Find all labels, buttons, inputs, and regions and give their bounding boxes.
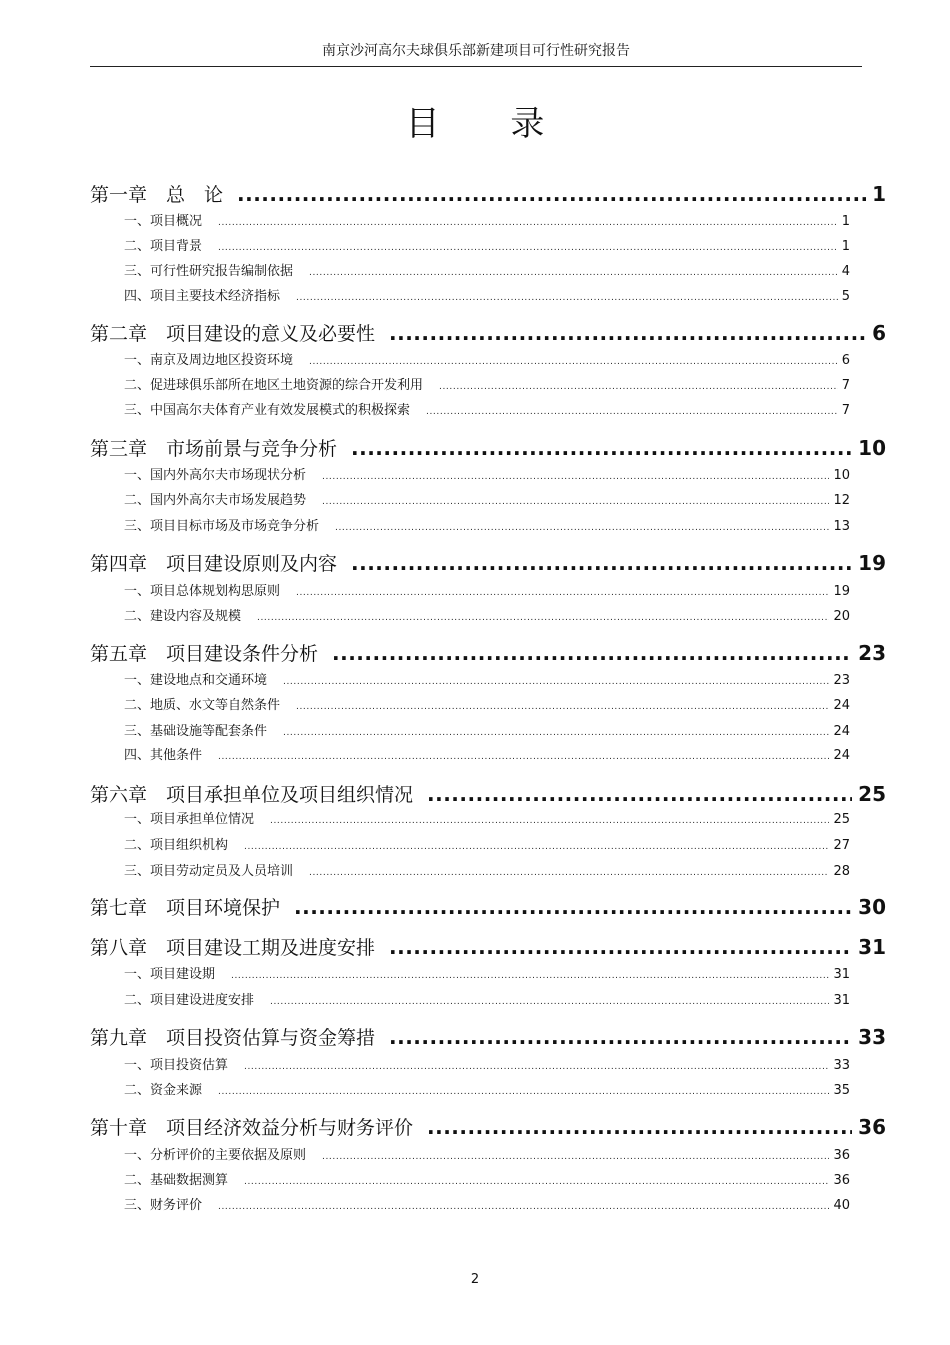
toc-chapter-entry[interactable] — [90, 549, 886, 576]
toc-entry-label: 第十章 项目经济效益分析与财务评价 — [90, 1117, 414, 1139]
dot-leader — [427, 1115, 852, 1139]
toc-section-entry[interactable] — [124, 464, 850, 483]
toc-section-entry[interactable] — [124, 1054, 850, 1073]
toc-entry-label: 二、国内外高尔夫市场发展趋势 — [124, 493, 307, 508]
dot-leader — [244, 1177, 829, 1187]
toc-entry-page: 24 — [833, 748, 850, 763]
toc-entry-label: 一、南京及周边地区投资环境 — [124, 353, 294, 368]
toc-entry-label: 三、可行性研究报告编制依据 — [124, 264, 294, 279]
toc-entry-label: 二、项目建设进度安排 — [124, 993, 255, 1008]
toc-entry-page: 10 — [858, 436, 886, 460]
header-rule — [90, 66, 862, 67]
dot-leader — [296, 702, 829, 712]
dot-leader — [270, 997, 829, 1007]
toc-entry-label: 第七章 项目环境保护 — [90, 897, 281, 919]
toc-entry-page: 10 — [833, 468, 850, 483]
dot-leader — [309, 268, 838, 278]
toc-entry-page: 31 — [833, 993, 850, 1008]
toc-entry-page: 25 — [858, 782, 886, 806]
toc-entry-page: 36 — [833, 1173, 850, 1188]
dot-leader — [351, 551, 852, 575]
dot-leader — [231, 971, 829, 981]
toc-section-entry[interactable] — [124, 489, 850, 508]
dot-leader — [218, 752, 829, 762]
toc-entry-page: 31 — [858, 935, 886, 959]
toc-entry-label: 二、建设内容及规模 — [124, 609, 242, 624]
toc-section-entry[interactable] — [124, 720, 850, 739]
toc-entry-label: 一、项目承担单位情况 — [124, 812, 255, 827]
toc-entry-label: 第九章 项目投资估算与资金筹措 — [90, 1027, 376, 1049]
toc-entry-label: 一、分析评价的主要依据及原则 — [124, 1148, 307, 1163]
toc-entry-label: 二、项目背景 — [124, 239, 203, 254]
toc-entry-page: 4 — [841, 264, 850, 279]
toc-entry-page: 6 — [841, 353, 850, 368]
dot-leader — [218, 218, 838, 228]
toc-entry-page: 23 — [858, 641, 886, 665]
toc-entry-label: 一、项目概况 — [124, 214, 203, 229]
dot-leader — [322, 497, 829, 507]
toc-entry-page: 1 — [841, 214, 850, 229]
dot-leader — [332, 641, 852, 665]
toc-entry-label: 第二章 项目建设的意义及必要性 — [90, 323, 376, 345]
toc-section-entry[interactable] — [124, 744, 850, 763]
toc-section-entry[interactable] — [124, 989, 850, 1008]
toc-entry-page: 24 — [833, 724, 850, 739]
toc-section-entry[interactable] — [124, 580, 850, 599]
toc-section-entry[interactable] — [124, 1079, 850, 1098]
dot-leader — [335, 523, 829, 533]
toc-entry-label: 第五章 项目建设条件分析 — [90, 643, 319, 665]
toc-entry-label: 一、项目总体规划构思原则 — [124, 584, 281, 599]
toc-entry-page: 1 — [841, 239, 850, 254]
dot-leader — [270, 816, 829, 826]
toc-section-entry[interactable] — [124, 260, 850, 279]
dot-leader — [351, 436, 852, 460]
toc-entry-page: 7 — [841, 378, 850, 393]
dot-leader — [389, 935, 852, 959]
dot-leader — [427, 782, 852, 806]
toc-entry-page: 5 — [841, 289, 850, 304]
dot-leader — [257, 613, 829, 623]
toc-entry-page: 19 — [833, 584, 850, 599]
page-number: 2 — [470, 1272, 480, 1287]
toc-entry-page: 36 — [833, 1148, 850, 1163]
toc-entry-label: 第八章 项目建设工期及进度安排 — [90, 937, 376, 959]
toc-chapter-entry[interactable] — [90, 180, 886, 207]
toc-section-entry[interactable] — [124, 374, 850, 393]
running-header: 南京沙河高尔夫球俱乐部新建项目可行性研究报告 — [322, 43, 630, 59]
toc-section-entry[interactable] — [124, 235, 850, 254]
toc-section-entry[interactable] — [124, 210, 850, 229]
toc-entry-label: 二、促进球俱乐部所在地区土地资源的综合开发利用 — [124, 378, 424, 393]
dot-leader — [389, 1025, 852, 1049]
dot-leader — [283, 677, 829, 687]
toc-entry-label: 第四章 项目建设原则及内容 — [90, 553, 338, 575]
toc-entry-label: 二、地质、水文等自然条件 — [124, 698, 281, 713]
toc-chapter-entry[interactable] — [90, 1113, 886, 1140]
dot-leader — [439, 382, 838, 392]
dot-leader — [244, 1062, 829, 1072]
toc-section-entry[interactable] — [124, 349, 850, 368]
toc-section-entry[interactable] — [124, 694, 850, 713]
toc-entry-label: 第六章 项目承担单位及项目组织情况 — [90, 784, 414, 806]
dot-leader — [218, 1202, 829, 1212]
toc-chapter-entry[interactable] — [90, 639, 886, 666]
toc-title: 目 录 — [405, 104, 575, 144]
toc-entry-label: 二、基础数据测算 — [124, 1173, 229, 1188]
toc-entry-label: 三、基础设施等配套条件 — [124, 724, 268, 739]
toc-entry-page: 24 — [833, 698, 850, 713]
dot-leader — [322, 472, 829, 482]
toc-entry-page: 27 — [833, 838, 850, 853]
toc-chapter-entry[interactable] — [90, 780, 886, 807]
toc-entry-page: 19 — [858, 551, 886, 575]
toc-section-entry[interactable] — [124, 285, 850, 304]
toc-section-entry[interactable] — [124, 1144, 850, 1163]
toc-entry-page: 28 — [833, 864, 850, 879]
dot-leader — [309, 868, 829, 878]
toc-chapter-entry[interactable] — [90, 893, 886, 920]
toc-section-entry[interactable] — [124, 808, 850, 827]
toc-entry-page: 23 — [833, 673, 850, 688]
dot-leader — [237, 182, 866, 206]
toc-entry-label: 第一章 总 论 — [90, 184, 224, 206]
dot-leader — [322, 1152, 829, 1162]
toc-chapter-entry[interactable] — [90, 1023, 886, 1050]
toc-entry-page: 6 — [872, 321, 886, 345]
toc-entry-label: 四、项目主要技术经济指标 — [124, 289, 281, 304]
toc-entry-page: 1 — [872, 182, 886, 206]
toc-entry-label: 四、其他条件 — [124, 748, 203, 763]
toc-entry-label: 第三章 市场前景与竞争分析 — [90, 438, 338, 460]
toc-entry-page: 31 — [833, 967, 850, 982]
toc-entry-page: 33 — [858, 1025, 886, 1049]
toc-entry-page: 40 — [833, 1198, 850, 1213]
toc-entry-label: 三、财务评价 — [124, 1198, 203, 1213]
dot-leader — [389, 321, 866, 345]
toc-entry-page: 33 — [833, 1058, 850, 1073]
toc-section-entry[interactable] — [124, 963, 850, 982]
toc-chapter-entry[interactable] — [90, 319, 886, 346]
toc-section-entry[interactable] — [124, 669, 850, 688]
toc-chapter-entry[interactable] — [90, 933, 886, 960]
toc-entry-page: 7 — [841, 403, 850, 418]
dot-leader — [283, 728, 829, 738]
toc-section-entry[interactable] — [124, 834, 850, 853]
toc-entry-page: 36 — [858, 1115, 886, 1139]
toc-section-entry[interactable] — [124, 515, 850, 534]
dot-leader — [296, 588, 829, 598]
toc-entry-label: 一、项目投资估算 — [124, 1058, 229, 1073]
toc-entry-label: 三、项目劳动定员及人员培训 — [124, 864, 294, 879]
toc-entry-label: 二、资金来源 — [124, 1083, 203, 1098]
toc-section-entry[interactable] — [124, 605, 850, 624]
toc-entry-label: 三、项目目标市场及市场竞争分析 — [124, 519, 320, 534]
dot-leader — [244, 842, 829, 852]
toc-entry-page: 20 — [833, 609, 850, 624]
toc-section-entry[interactable] — [124, 860, 850, 879]
dot-leader — [218, 243, 838, 253]
toc-entry-page: 25 — [833, 812, 850, 827]
toc-entry-label: 一、建设地点和交通环境 — [124, 673, 268, 688]
toc-section-entry[interactable] — [124, 399, 850, 418]
toc-entry-page: 30 — [858, 895, 886, 919]
dot-leader — [309, 357, 838, 367]
dot-leader — [296, 293, 838, 303]
toc-section-entry[interactable] — [124, 1169, 850, 1188]
toc-entry-label: 一、国内外高尔夫市场现状分析 — [124, 468, 307, 483]
toc-entry-page: 13 — [833, 519, 850, 534]
toc-entry-label: 二、项目组织机构 — [124, 838, 229, 853]
toc-section-entry[interactable] — [124, 1194, 850, 1213]
toc-entry-label: 一、项目建设期 — [124, 967, 216, 982]
dot-leader — [426, 407, 838, 417]
toc-chapter-entry[interactable] — [90, 434, 886, 461]
toc-entry-page: 12 — [833, 493, 850, 508]
toc-entry-label: 三、中国高尔夫体育产业有效发展模式的积极探索 — [124, 403, 411, 418]
toc-entry-page: 35 — [833, 1083, 850, 1098]
dot-leader — [294, 895, 852, 919]
dot-leader — [218, 1087, 829, 1097]
